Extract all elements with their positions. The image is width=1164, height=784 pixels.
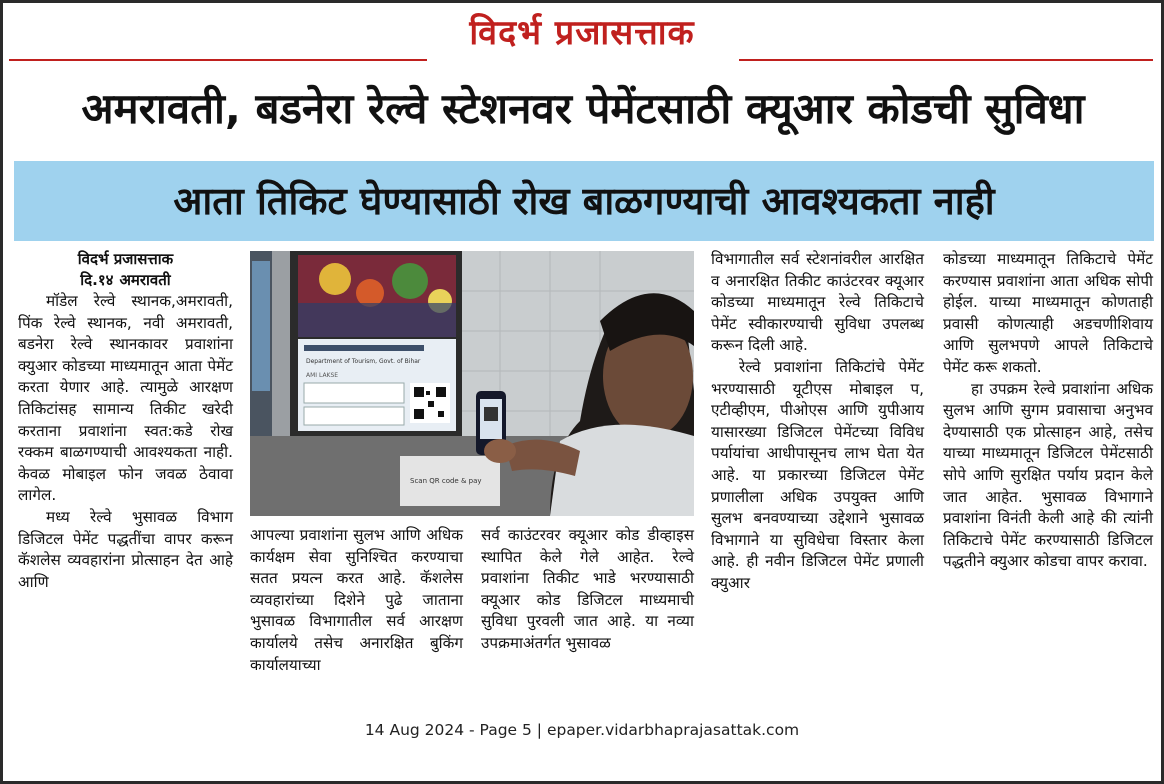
article-column-5 — [943, 249, 1153, 573]
paragraph: विभागातील सर्व स्टेशनांवरील आरक्षित व अनारक्षित तिकीट काउंटरवर क्यूआर कोडच्या माध्यमातून रेल्वे तिकिटाचे पेमेंट स्वीकारण्याची सुविधा उपलब्ध करून दिली आहे. — [711, 250, 924, 355]
paragraph: आपल्या प्रवाशांना सुलभ आणि अधिक कार्यक्षम सेवा सुनिश्चित करण्याचा सतत प्रयत्न करत आहे. कॅशलेस व्यवहारांच्या दिशेने पुढे जाताना भुसावळ विभागातील सर्व आरक्षण कार्यालये तसेच अनारक्षित बुकिंग कार्यालयाच्या — [250, 526, 463, 674]
screen-title: Department of Tourism, Govt. of Bihar — [306, 358, 421, 365]
qr-standee-caption: Scan QR code & pay — [410, 477, 482, 485]
article-column-3 — [481, 525, 694, 655]
byline-date: दि.१४ — [80, 271, 114, 289]
photo-illustration — [250, 251, 694, 516]
masthead-rule-left — [9, 59, 427, 61]
masthead-rule-right — [739, 59, 1153, 61]
paragraph: कोडच्या माध्यमातून तिकिटाचे पेमेंट करण्यास प्रवाशांना आता अधिक सोपी होईल. याच्या माध्यमातून कोणताही प्रवासी कोणत्याही अडचणीशिवाय आणि सुलभपणे आपले तिकिटाचे पेमेंट करू शकतो. — [943, 250, 1153, 376]
byline-place: अमरावती — [119, 271, 171, 289]
paragraph: मॉडेल रेल्वे स्थानक,अमरावती, पिंक रेल्वे स्थानक, नवी अमरावती, बडनेरा रेल्वे स्थानकावर प्रवाशांना क्युआर कोडच्या माध्यमातून आता पेमेंट करता येणार आहे. त्यामुळे आरक्षण तिकिटांसह सामान्य तिकीट खरेदी करताना प्रवाशांना स्वत:कडे रोख रक्कम बाळगण्याची आवश्यकता नाही. केवळ मोबाइल फोन जवळ ठेवावा लागेल. — [18, 292, 233, 505]
article-column-2 — [250, 525, 463, 676]
article-photo — [250, 251, 694, 516]
paragraph: रेल्वे प्रवाशांना तिकिटांचे पेमेंट भरण्यासाठी यूटीएस मोबाइल प, एटीव्हीएम, पीओएस आणि युपीआय यासारख्या डिजिटल पेमेंटच्या विविध पर्यायांचा आधीपासूनच लाभ घेता येत आहे. या प्रकारच्या डिजिटल पेमेंट प्रणालीला अधिक उपयुक्त आणि सुलभ बनवण्याच्या उद्देशाने भुसावळ विभागाने या सुविधेचा विस्तार केला आहे. ही नवीन डिजिटल पेमेंट प्रणाली क्युआर — [711, 357, 924, 592]
byline-source: विदर्भ प्रजासत्ताक — [77, 250, 174, 268]
article-column-4 — [711, 249, 924, 595]
epaper-footer: 14 Aug 2024 - Page 5 | epaper.vidarbhaprajasattak.com — [364, 721, 800, 739]
headline: अमरावती, बडनेरा रेल्वे स्टेशनवर पेमेंटसाठी क्यूआर कोडची सुविधा — [81, 84, 1085, 133]
article-column-1 — [18, 249, 233, 593]
subheadline: आता तिकिट घेण्यासाठी रोख बाळगण्याची आवश्यकता नाही — [173, 179, 995, 223]
masthead: विदर्भ प्रजासत्ताक — [469, 13, 695, 53]
subheadline-band — [14, 161, 1154, 241]
paragraph: हा उपक्रम रेल्वे प्रवाशांना अधिक सुलभ आणि सुगम प्रवासाचा अनुभव देण्यासाठी एक प्रोत्साहन आहे, तसेच याच्या माध्यमातून डिजिटल पेमेंटसाठी सोपे आणि सुरक्षित पर्याय प्रदान केले जात आहेत. भुसावळ विभागाने प्रवाशांना विनंती केली आहे की त्यांनी तिकिटाचे पेमेंट करण्यासाठी डिजिटल पद्धतीने क्युआर कोडचा वापर करावा. — [943, 379, 1153, 571]
paragraph: मध्य रेल्वे भुसावळ विभाग डिजिटल पेमेंट पद्धतींचा वापर करून कॅशलेस व्यवहारांना प्रोत्साहन देत आहे आणि — [18, 507, 233, 591]
newspaper-clipping — [3, 3, 1161, 781]
screen-field: AMI LAKSE — [306, 372, 339, 379]
byline-dateline — [18, 270, 233, 291]
paragraph: सर्व काउंटरवर क्यूआर कोड डीव्हाइस स्थापित केले गेले आहेत. रेल्वे प्रवाशांना तिकीट भाडे भरण्यासाठी क्यूआर कोड डिजिटल माध्यमाची सुविधा पुरवली जात आहे. या नव्या उपक्रमाअंतर्गत भुसावळ — [481, 526, 694, 652]
